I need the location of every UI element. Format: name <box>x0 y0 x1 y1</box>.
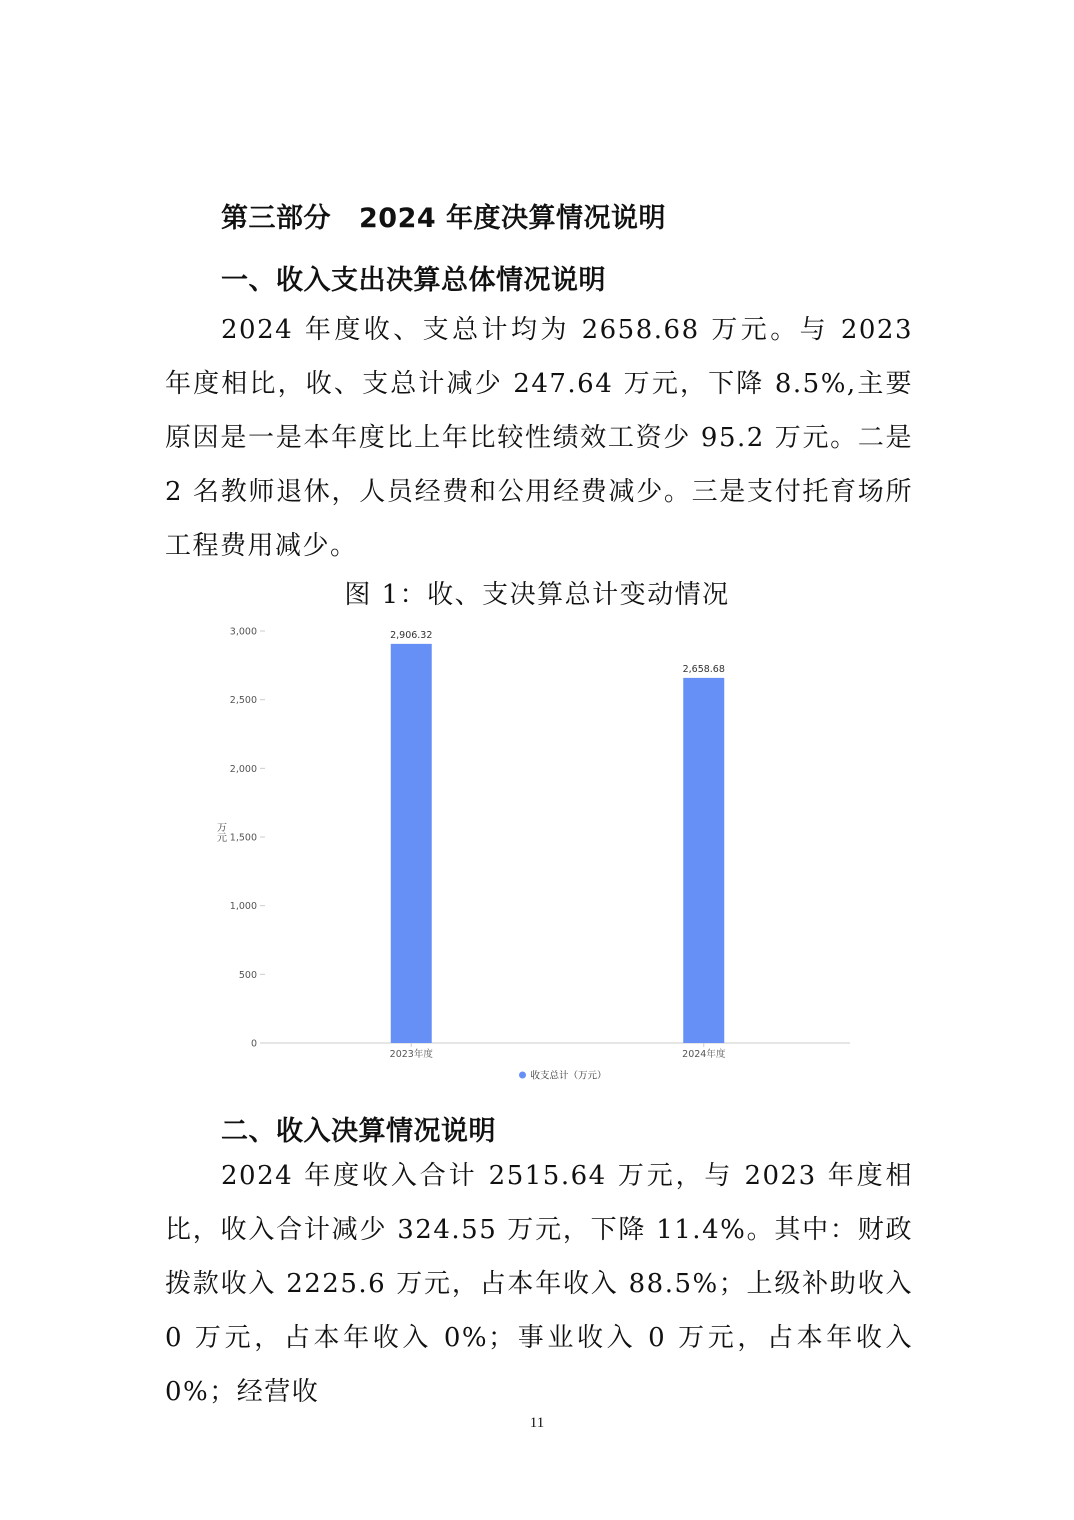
y-tick-label: 1,000 <box>229 901 257 913</box>
y-tick-label: 2,500 <box>229 695 257 707</box>
y-tick-label: 500 <box>238 969 257 981</box>
part-title: 2024 年度决算情况说明 <box>359 203 667 234</box>
part-heading <box>221 196 666 235</box>
bars <box>390 630 725 1043</box>
y-ticks <box>230 627 265 1050</box>
x-tick-label: 2024年度 <box>682 1049 726 1060</box>
section1-paragraph: 2024 年度收、支总计均为 2658.68 万元。与 2023 年度相比，收、支总计减少 247.64 万元，下降 8.5%,主要原因是一是本年度比上年比较性绩效工资少 95.2 万元。二是 2 名教师退休，人员经费和公用经费减少。三是支付托育场所工程费用减少。 <box>165 315 913 561</box>
x-tick-label: 2023年度 <box>389 1049 433 1060</box>
section2-heading: 二、收入决算情况说明 <box>221 1116 496 1147</box>
legend-swatch <box>519 1072 526 1079</box>
x-ticks <box>390 1043 726 1060</box>
y-tick-label: 0 <box>250 1038 257 1050</box>
bar-value-label: 2,906.32 <box>390 629 433 641</box>
section2-paragraph: 2024 年度收入合计 2515.64 万元，与 2023 年度相比，收入合计减少 324.55 万元，下降 11.4%。其中：财政拨款收入 2225.6 万元，占本年收入 88.5%；上级补助收入 0 万元，占本年收入 0%；事业收入 0 万元，占本年收入 0%；经营收 <box>165 1161 913 1407</box>
page-number: 11 <box>529 1415 545 1431</box>
legend-label: 收支总计（万元） <box>530 1070 607 1082</box>
part-label: 第三部分 <box>221 203 331 234</box>
figure-caption: 图 1：收、支决算总计变动情况 <box>344 580 730 610</box>
bar-chart <box>200 615 860 1090</box>
bar <box>391 644 432 1043</box>
bar <box>683 678 724 1043</box>
section1-heading: 一、收入支出决算总体情况说明 <box>221 265 606 296</box>
y-axis-label: 万元 <box>214 822 226 842</box>
bar-value-label: 2,658.68 <box>682 663 725 675</box>
y-tick-label: 3,000 <box>229 626 257 638</box>
y-tick-label: 1,500 <box>229 832 257 844</box>
legend <box>519 1070 607 1082</box>
y-tick-label: 2,000 <box>229 763 257 775</box>
